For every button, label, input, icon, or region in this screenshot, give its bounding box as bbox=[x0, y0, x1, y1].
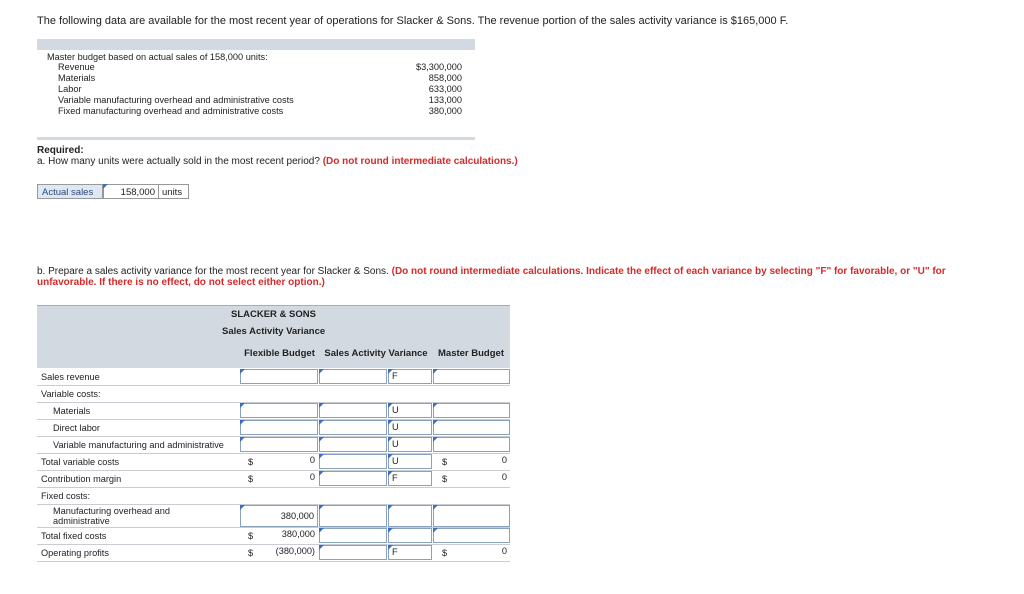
part-b-text: b. Prepare a sales activity variance for the most recent year for Slacker & Sons. bbox=[37, 266, 389, 277]
direct-labor-master-input[interactable] bbox=[433, 420, 510, 435]
total-variable-master-value: 0 bbox=[501, 455, 507, 465]
row-label-sales-revenue: Sales revenue bbox=[41, 372, 100, 382]
given-data-panel bbox=[37, 39, 475, 140]
sales-activity-variance-table bbox=[37, 305, 510, 566]
row-label-materials: Materials bbox=[53, 406, 91, 416]
effect-value: U bbox=[392, 439, 399, 449]
table-subtitle: Sales Activity Variance bbox=[222, 326, 326, 337]
row-label-mfg-overhead: Manufacturing overhead and administrative bbox=[53, 506, 170, 526]
effect-value: U bbox=[392, 456, 399, 466]
actual-sales-label: Actual sales bbox=[37, 184, 103, 199]
total-variable-variance-input[interactable] bbox=[319, 454, 387, 469]
row-label-variable-costs: Variable costs: bbox=[41, 389, 101, 399]
sales-revenue-master-input[interactable] bbox=[433, 369, 510, 384]
effect-value: U bbox=[392, 422, 399, 432]
row-label-total-fixed: Total fixed costs bbox=[41, 531, 107, 541]
required-section bbox=[37, 145, 518, 167]
sales-revenue-variance-input[interactable] bbox=[319, 369, 387, 384]
company-name: SLACKER & SONS bbox=[231, 309, 316, 320]
total-variable-flex-value: 0 bbox=[309, 455, 315, 465]
effect-value: F bbox=[392, 473, 398, 483]
dollar-sign: $ bbox=[248, 548, 254, 558]
materials-effect-select[interactable] bbox=[388, 403, 432, 418]
given-row-value: 380,000 bbox=[428, 106, 462, 116]
dollar-sign: $ bbox=[248, 474, 254, 484]
mfg-overhead-master-input[interactable] bbox=[433, 505, 510, 527]
mfg-overhead-variance-input[interactable] bbox=[319, 505, 387, 527]
col-header-variance: Sales Activity Variance bbox=[324, 348, 428, 359]
col-header-master: Master Budget bbox=[438, 348, 504, 359]
row-label-operating-profits: Operating profits bbox=[41, 548, 109, 558]
given-row-value: $3,300,000 bbox=[416, 62, 462, 72]
total-fixed-master-input[interactable] bbox=[433, 528, 510, 543]
effect-value: U bbox=[392, 405, 399, 415]
direct-labor-flex-input[interactable] bbox=[240, 420, 318, 435]
sales-revenue-flex-input[interactable] bbox=[240, 369, 318, 384]
mfg-overhead-effect-select[interactable] bbox=[388, 505, 432, 527]
given-row-label: Labor bbox=[58, 84, 82, 94]
variable-mfg-flex-input[interactable] bbox=[240, 437, 318, 452]
part-a-note: (Do not round intermediate calculations.) bbox=[322, 156, 518, 167]
actual-sales-unit: units bbox=[159, 184, 189, 199]
row-label-direct-labor: Direct labor bbox=[53, 423, 100, 433]
materials-master-input[interactable] bbox=[433, 403, 510, 418]
contribution-master-value: 0 bbox=[501, 472, 507, 482]
contribution-variance-input[interactable] bbox=[319, 471, 387, 486]
row-label-fixed-costs: Fixed costs: bbox=[41, 491, 91, 501]
given-row-label: Materials bbox=[58, 73, 96, 83]
dollar-sign: $ bbox=[442, 474, 448, 484]
given-row-label: Revenue bbox=[58, 62, 95, 72]
total-fixed-variance-input[interactable] bbox=[319, 528, 387, 543]
col-header-flexible: Flexible Budget bbox=[244, 348, 315, 359]
contribution-effect-select[interactable] bbox=[388, 471, 432, 486]
variable-mfg-master-input[interactable] bbox=[433, 437, 510, 452]
row-label-total-variable: Total variable costs bbox=[41, 457, 120, 467]
part-a-question bbox=[37, 156, 518, 167]
part-b-note: (Do not round intermediate calculations. Indicate the effect of each variance by selecting "F" for favorable, or "U" for unfavorable. If there is no effect, do not select either option.) bbox=[37, 266, 946, 288]
direct-labor-effect-select[interactable] bbox=[388, 420, 432, 435]
operating-variance-input[interactable] bbox=[319, 545, 387, 560]
given-row-value: 133,000 bbox=[428, 95, 462, 105]
row-label-variable-mfg: Variable manufacturing and administrative bbox=[53, 440, 224, 450]
variable-mfg-effect-select[interactable] bbox=[388, 437, 432, 452]
required-heading: Required: bbox=[37, 145, 84, 156]
dollar-sign: $ bbox=[248, 531, 254, 541]
given-row-value: 858,000 bbox=[428, 73, 462, 83]
sales-revenue-effect-select[interactable] bbox=[388, 369, 432, 384]
mfg-overhead-flex-input[interactable]: 380,000 bbox=[240, 505, 318, 527]
materials-flex-input[interactable] bbox=[240, 403, 318, 418]
total-fixed-flex-value: 380,000 bbox=[281, 529, 315, 539]
given-header: Master budget based on actual sales of 158,000 units: bbox=[47, 52, 268, 62]
given-row-label: Fixed manufacturing overhead and administrative costs bbox=[58, 106, 284, 116]
total-variable-effect-select[interactable] bbox=[388, 454, 432, 469]
given-row-value: 633,000 bbox=[428, 84, 462, 94]
total-fixed-effect-select[interactable] bbox=[388, 528, 432, 543]
actual-sales-input[interactable]: 158,000 bbox=[103, 184, 159, 199]
dollar-sign: $ bbox=[442, 548, 448, 558]
effect-value: F bbox=[392, 547, 398, 557]
row-label-contribution-margin: Contribution margin bbox=[41, 474, 122, 484]
dollar-sign: $ bbox=[442, 457, 448, 467]
dollar-sign: $ bbox=[248, 457, 254, 467]
operating-flex-value: (380,000) bbox=[275, 546, 315, 556]
operating-effect-select[interactable] bbox=[388, 545, 432, 560]
given-row-label: Variable manufacturing overhead and administrative costs bbox=[58, 95, 294, 105]
part-b-question bbox=[37, 266, 992, 288]
effect-value: F bbox=[392, 371, 398, 381]
direct-labor-variance-input[interactable] bbox=[319, 420, 387, 435]
contribution-flex-value: 0 bbox=[309, 472, 315, 482]
intro-text: The following data are available for the most recent year of operations for Slacker & Sons. The revenue portion of the sales activity variance is $165,000 F. bbox=[37, 15, 789, 27]
materials-variance-input[interactable] bbox=[319, 403, 387, 418]
part-a-text: a. How many units were actually sold in the most recent period? bbox=[37, 156, 320, 167]
variable-mfg-variance-input[interactable] bbox=[319, 437, 387, 452]
operating-master-value: 0 bbox=[501, 546, 507, 556]
